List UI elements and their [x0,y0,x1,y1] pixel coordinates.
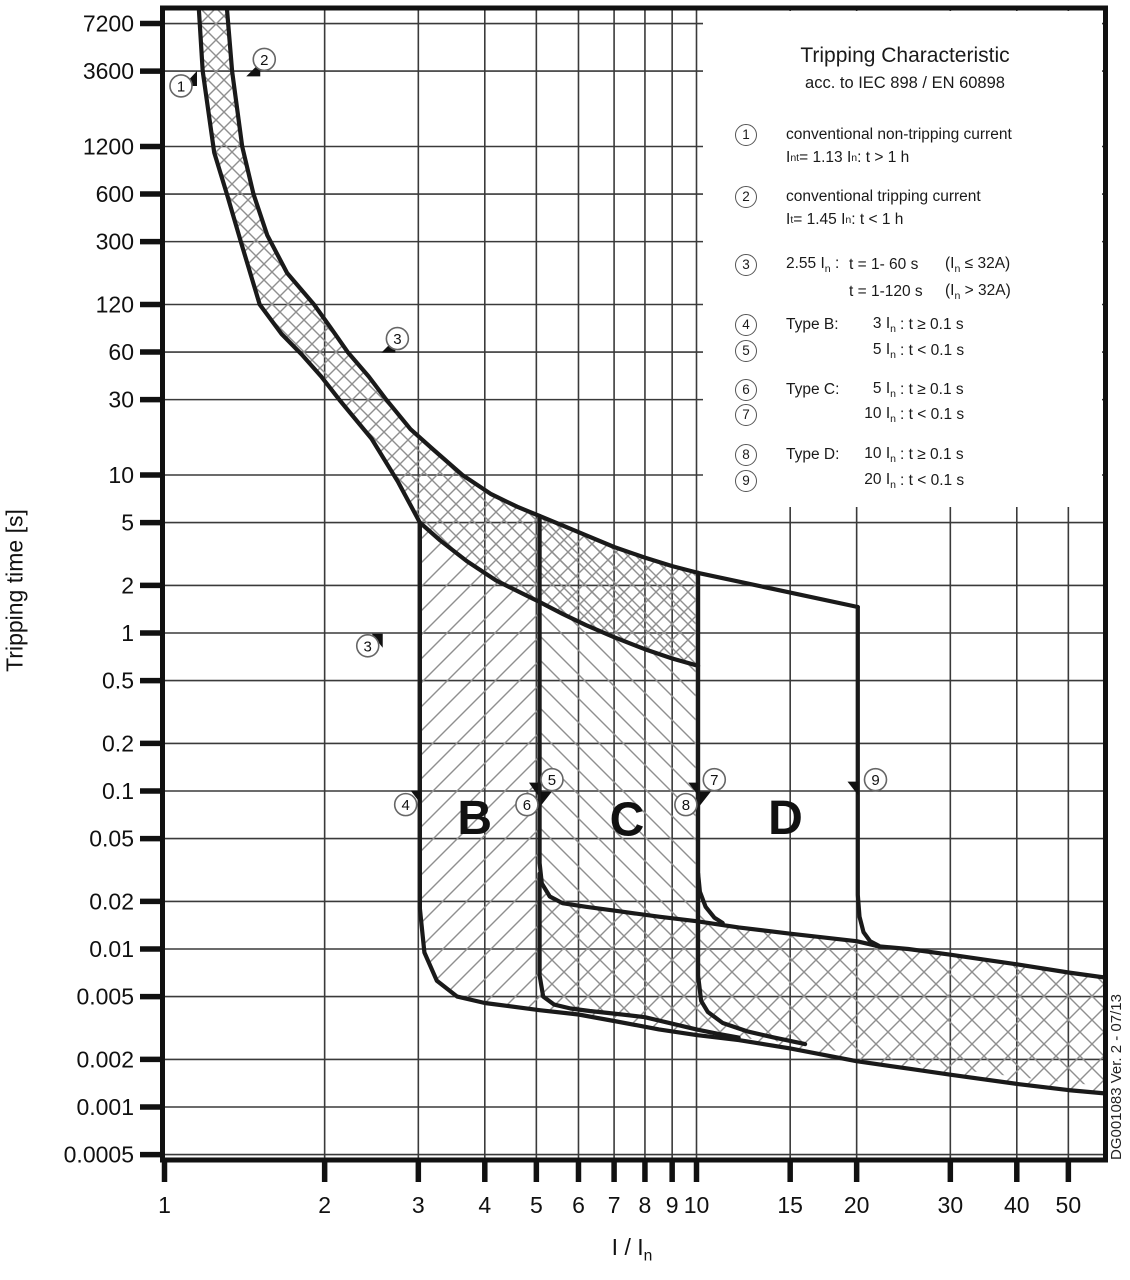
legend-cond-8: : t ≥ 0.1 s [900,446,964,463]
legend-formula-2: I t = 1.45 I n : t < 1 h [786,211,904,228]
y-tick-label: 0.002 [76,1046,134,1073]
y-axis-title: Tripping time [s] [1,509,28,672]
y-tick-label: 0.1 [102,778,134,804]
marker-number-m7: 7 [710,772,719,790]
region-label-c: C [609,793,645,847]
x-tick-label: 5 [529,1192,543,1218]
legend-text-2: conventional tripping current [786,188,981,205]
legend-item-8 [735,444,964,466]
y-tick-label: 0.01 [89,936,134,962]
y-tick-label: 2 [121,572,134,599]
y-tick-label: 3600 [82,58,134,85]
legend-mult-5: 5 $I_n$ [872,340,896,362]
legend-mult-4: 3 $I_n$ [872,314,896,336]
y-tick-label: 0.0005 [63,1141,134,1168]
x-tick-label: 2 [318,1192,332,1218]
marker-number-m3a: 3 [393,331,402,349]
y-tick-label: 7200 [82,10,134,37]
legend-mult-6: 5 $I_n$ [872,379,896,401]
x-tick-label: 20 [843,1192,870,1218]
x-axis-title: I / $I_n$ [611,1234,653,1265]
y-tick-label: 0.005 [76,983,134,1010]
legend-badge-4: 4 [735,314,757,336]
x-tick-label: 40 [1003,1192,1030,1218]
marker-number-m8: 8 [681,797,691,815]
legend-badge-3: 3 [735,254,757,276]
legend-prefix-3: 2.55 $I_n$ : [786,254,840,276]
marker-number-m1: 1 [176,78,186,96]
marker-number-m5: 5 [547,772,557,790]
legend-cond-9: : t < 0.1 s [900,472,965,489]
legend-item-3 [735,254,1010,276]
x-tick-label: 50 [1055,1192,1082,1218]
x-tick-label: 9 [665,1192,679,1218]
legend-mult-9: 20 $I_n$ [864,470,896,492]
legend-badge-7: 7 [735,404,757,426]
legend-item-1 [735,124,1012,146]
region-label-d: D [768,791,803,845]
legend-item-6 [735,379,964,401]
legend-mult-8: 10 $I_n$ [864,444,896,466]
legend-item-7 [735,404,964,426]
legend-badge-9: 9 [735,470,757,492]
legend-item-2 [735,186,981,208]
marker-number-m4: 4 [401,797,410,815]
y-tick-label: 60 [108,339,134,366]
legend-cond-7: : t < 0.1 s [900,406,965,423]
legend-badge-8: 8 [735,444,757,466]
legend-range-3a: $(I_n \le 32A)$ [945,254,1011,276]
y-tick-label: 30 [108,386,134,413]
y-tick-label: 600 [95,181,134,208]
legend-type-c: Type C: [786,381,840,398]
document-version-note: DG001083 Ver. 2 - 07/13 [1108,994,1125,1160]
legend-cond-3a: t = 1- 60 s [849,256,919,273]
legend-item-9 [735,470,964,492]
y-tick-label: 0.02 [89,888,134,915]
legend-range-3b: $(I_n > 32A)$ [945,281,1011,303]
x-tick-label: 4 [478,1192,492,1218]
legend-item-4 [735,314,964,336]
legend-cond-6: : t ≥ 0.1 s [900,381,964,398]
x-tick-label: 15 [777,1192,803,1218]
region-label-b: B [457,791,493,845]
marker-number-m6: 6 [522,797,532,815]
x-tick-label: 1 [158,1192,171,1218]
y-tick-label: 0.2 [102,730,134,757]
legend-item-5 [735,340,964,362]
legend-badge-5: 5 [735,340,757,362]
y-tick-label: 1 [121,620,134,646]
y-tick-label: 1200 [82,133,134,160]
marker-number-m3b: 3 [363,638,372,656]
y-tick-label: 10 [108,462,134,488]
x-tick-label: 8 [638,1192,652,1218]
marker-number-m2: 2 [260,51,269,69]
legend-item-3-line2 [849,281,1011,303]
chart-title: Tripping Characteristic [800,44,1010,67]
legend-cond-5: : t < 0.1 s [900,342,965,359]
y-tick-label: 300 [95,228,134,255]
x-tick-label: 6 [572,1192,585,1218]
y-tick-label: 120 [95,291,134,318]
legend-badge-6: 6 [735,379,757,401]
legend-text-1: conventional non-tripping current [786,126,1012,143]
legend-formula-1: I nt = 1.13 I n : t > 1 h [786,149,910,166]
x-tick-label: 30 [937,1192,964,1218]
y-tick-label: 0.001 [76,1094,134,1120]
y-tick-label: 0.05 [89,825,134,852]
legend-cond-4: : t ≥ 0.1 s [900,316,964,333]
y-tick-label: 0.5 [102,667,134,694]
legend-badge-1: 1 [735,124,757,146]
legend-type-d: Type D: [786,446,840,463]
y-tick-label: 5 [121,509,134,536]
legend-badge-2: 2 [735,186,757,208]
legend-cond-3b: t = 1-120 s [849,283,923,300]
x-tick-label: 3 [411,1192,425,1218]
chart-subtitle: acc. to IEC 898 / EN 60898 [805,74,1005,92]
legend-type-b: Type B: [786,316,839,333]
x-tick-label: 10 [683,1192,710,1218]
x-tick-label: 7 [607,1192,621,1218]
marker-number-m9: 9 [871,772,880,790]
legend-mult-7: 10 $I_n$ [864,404,896,426]
